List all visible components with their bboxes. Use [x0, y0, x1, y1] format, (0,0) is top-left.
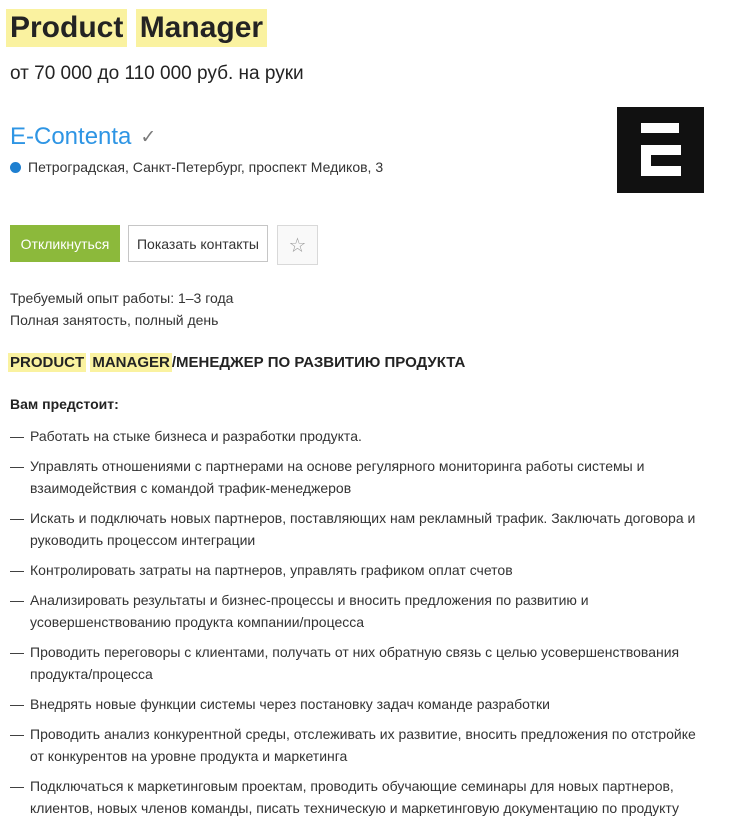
company-address — [10, 159, 710, 175]
company-logo-image — [617, 107, 704, 193]
description-intro: Вам предстоит: — [10, 396, 119, 412]
employment-text: Полная занятость, полный день — [10, 312, 219, 328]
show-contacts-button[interactable]: Показать контакты — [128, 225, 268, 262]
title-highlight: Product — [6, 9, 127, 47]
list-item: — Внедрять новые функции системы через постановку задач команде разработки — [10, 693, 710, 715]
metro-dot-icon — [10, 162, 21, 173]
list-item: — Анализировать результаты и бизнес-процессы и вносить предложения по развитию и усовершенствованию продукта компании/процесса — [10, 589, 710, 633]
respond-button[interactable]: Откликнуться — [10, 225, 120, 262]
list-item: — Проводить анализ конкурентной среды, отслеживать их развитие, вносить предложения по отстройке от конкурентов на уровне продукта и маркетинга — [10, 723, 710, 767]
page-title — [10, 8, 710, 48]
title-highlight: Manager — [136, 9, 267, 47]
list-item: — Управлять отношениями с партнерами на основе регулярного мониторинга работы системы и взаимодействия с командой трафик-менеджеров — [10, 455, 710, 499]
salary-text: от 70 000 до 110 000 руб. на руки — [10, 63, 304, 84]
list-item: — Подключаться к маркетинговым проектам, проводить обучающие семинары для новых партнеров, клиентов, новых членов команды, писать техническую и маркетинговую документацию по продукту — [10, 775, 710, 819]
experience-text: Требуемый опыт работы: 1–3 года — [10, 290, 234, 306]
company-logo[interactable] — [617, 107, 704, 193]
company-link[interactable]: E-Contenta — [10, 123, 132, 150]
vacancy-meta — [10, 287, 710, 331]
checkmark-icon: ✓ — [140, 126, 157, 148]
company-block — [10, 123, 710, 175]
description-heading — [10, 354, 710, 371]
list-item: — Искать и подключать новых партнеров, поставляющих нам рекламный трафик. Заключать договора и руководить процессом интеграции — [10, 507, 710, 551]
heading-highlight: PRODUCT — [10, 354, 85, 371]
list-item: — Работать на стыке бизнеса и разработки продукта. — [10, 425, 710, 447]
address-text: Петроградская, Санкт-Петербург, проспект Медиков, 3 — [28, 159, 384, 175]
heading-highlight: MANAGER — [92, 354, 170, 371]
action-buttons — [10, 225, 710, 265]
heading-rest: /МЕНЕДЖЕР ПО РАЗВИТИЮ ПРОДУКТА — [171, 354, 466, 371]
favorite-button[interactable] — [277, 225, 318, 265]
list-item: — Проводить переговоры с клиентами, получать от них обратную связь с целью усовершенствования продукта/процесса — [10, 641, 710, 685]
duties-list — [10, 425, 710, 819]
list-item: — Контролировать затраты на партнеров, управлять графиком оплат счетов — [10, 559, 710, 581]
star-icon: ☆ — [288, 235, 307, 257]
